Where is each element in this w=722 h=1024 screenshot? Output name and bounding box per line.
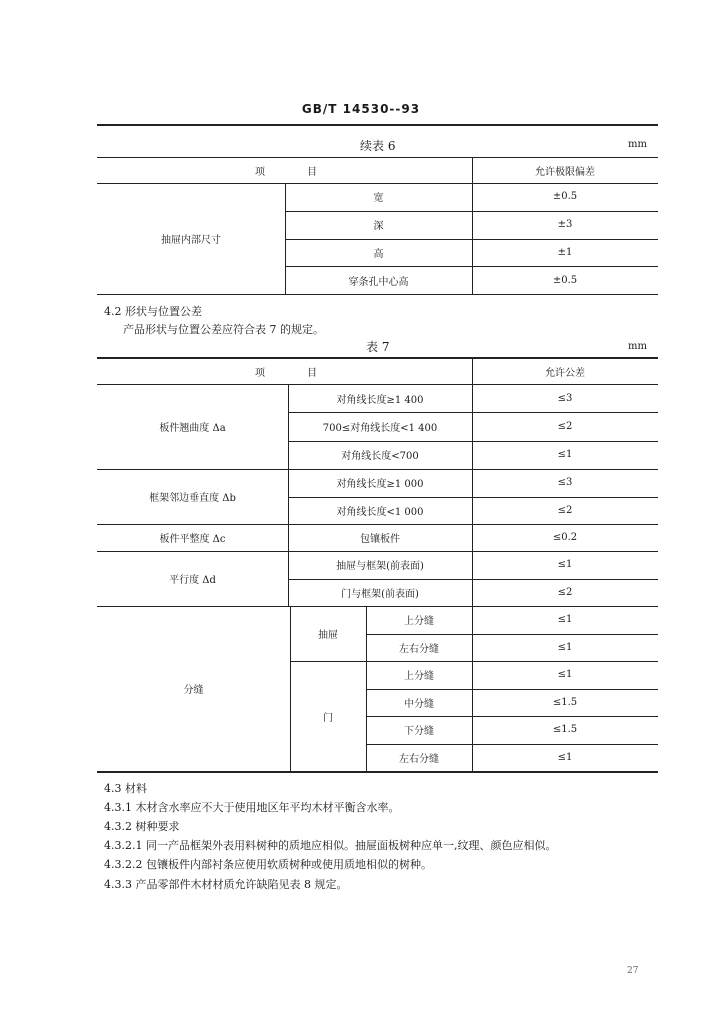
table7-row-cond: 中分缝	[404, 698, 434, 710]
table7-row-rule	[366, 716, 658, 717]
table6-row-item: 宽	[373, 193, 384, 205]
table7-head-item-right: 目	[307, 367, 317, 379]
table7-row-tol: ≤1	[557, 641, 573, 653]
table6-caption: 续表 6	[360, 139, 396, 153]
table7-row-tol: ≤3	[557, 392, 573, 404]
section-4-2-text: 产品形状与位置公差应符合表 7 的规定。	[123, 323, 324, 336]
table7-row-tol: ≤1	[557, 449, 573, 461]
table7-caption: 表 7	[366, 340, 390, 354]
table7-g3-label: 板件平整度 Δc	[159, 534, 226, 545]
table7-g4-label: 平行度 Δd	[169, 575, 216, 586]
table7-row-cond: 对角线长度≥1 400	[336, 394, 424, 406]
table6-bottom-rule	[97, 294, 658, 295]
table7-row-rule	[366, 689, 658, 690]
table7-row-cond: 左右分缝	[399, 643, 439, 655]
table7-row-tol: ≤1.5	[552, 724, 578, 736]
table7-row-tol: ≤1.5	[552, 696, 578, 708]
table6-top-rule	[97, 124, 658, 126]
table7-row-cond: 对角线长度≥1 000	[336, 479, 424, 491]
table7-g1-label: 板件翘曲度 Δa	[159, 423, 226, 434]
table7-row-rule	[366, 634, 658, 635]
table6-row-tol: ±0.5	[552, 274, 578, 286]
table7-row-tol: ≤2	[557, 420, 573, 432]
table7-unit: mm	[628, 341, 647, 352]
table7-row-tol: ≤2	[557, 504, 573, 516]
table7-g5-label: 分缝	[183, 685, 204, 696]
table7-row-cond: 对角线长度<1 000	[336, 506, 424, 518]
table6-row-rule	[285, 211, 658, 212]
table7-g5-sub-door: 门	[323, 712, 333, 724]
table7-g3-tol: ≤0.2	[552, 532, 578, 543]
table7-head-item-left: 项	[255, 367, 265, 379]
table7-head-tol: 允许公差	[545, 367, 585, 379]
table7-g2-label: 框架邻边垂直度 Δb	[149, 493, 236, 504]
table6-row-item: 高	[373, 248, 384, 260]
table7-row-cond: 700≤对角线长度<1 400	[322, 422, 438, 434]
table7-bottom-rule	[97, 771, 658, 773]
standard-code-header: GB/T 14530--93	[301, 102, 421, 116]
page-number: 27	[627, 966, 639, 976]
section-4-3-line: 4.3.2 树种要求	[104, 820, 180, 833]
table6-head-tol: 允许极限偏差	[535, 167, 595, 178]
table7-row-cond: 左右分缝	[399, 753, 439, 765]
table7-row-cond: 下分缝	[404, 726, 434, 738]
table7-g5-sub-drawer: 抽屉	[318, 630, 338, 641]
table7-row-cond: 抽屉与框架(前表面)	[336, 561, 424, 573]
table7-row-cond: 上分缝	[404, 671, 434, 683]
table7-row-rule	[366, 744, 658, 745]
table6-head-item-left: 项	[255, 167, 265, 178]
table6-group-label: 抽屉内部尺寸	[161, 235, 221, 246]
table7-row-tol: ≤1	[557, 559, 573, 571]
table6-row-tol: ±0.5	[552, 191, 578, 203]
table6-row-item: 深	[373, 221, 384, 233]
table6-unit: mm	[628, 139, 647, 150]
table6-row-item: 穿条孔中心高	[348, 276, 409, 288]
section-4-2-heading: 4.2 形状与位置公差	[104, 305, 202, 318]
section-4-3-line: 4.3.2.2 包镶板件内部衬条应使用软质树种或使用质地相似的树种。	[104, 858, 432, 871]
table7-row-rule	[288, 441, 658, 442]
table7-row-rule	[288, 497, 658, 498]
table7-row-cond: 对角线长度<700	[341, 451, 419, 463]
table7-row-tol: ≤2	[557, 586, 573, 598]
table7-row-tol: ≤1	[557, 751, 573, 763]
table6-row-tol: ±3	[557, 219, 573, 231]
table7-g3-cond: 包镶板件	[360, 534, 400, 545]
table6-row-rule	[285, 239, 658, 240]
section-4-3-heading: 4.3 材料	[104, 782, 147, 795]
table7-row-tol: ≤1	[557, 614, 573, 626]
section-4-3-line: 4.3.3 产品零部件木材材质允许缺陷见表 8 规定。	[104, 878, 348, 891]
table6-head-item-right: 目	[307, 167, 317, 178]
table6-row-tol: ±1	[557, 246, 573, 258]
table7-row-rule	[288, 579, 658, 580]
section-4-3-line: 4.3.1 木材含水率应不大于使用地区年平均木材平衡含水率。	[104, 801, 400, 814]
table6-row-rule	[285, 266, 658, 267]
table7-row-cond: 上分缝	[404, 616, 434, 628]
table7-row-cond: 门与框架(前表面)	[341, 588, 419, 600]
table7-row-rule	[288, 412, 658, 413]
table7-row-tol: ≤3	[557, 477, 573, 489]
section-4-3-line: 4.3.2.1 同一产品框架外表用料树种的质地应相似。抽屉面板树种应单一,纹理、颜色应相似。	[104, 839, 557, 852]
table7-row-tol: ≤1	[557, 669, 573, 681]
